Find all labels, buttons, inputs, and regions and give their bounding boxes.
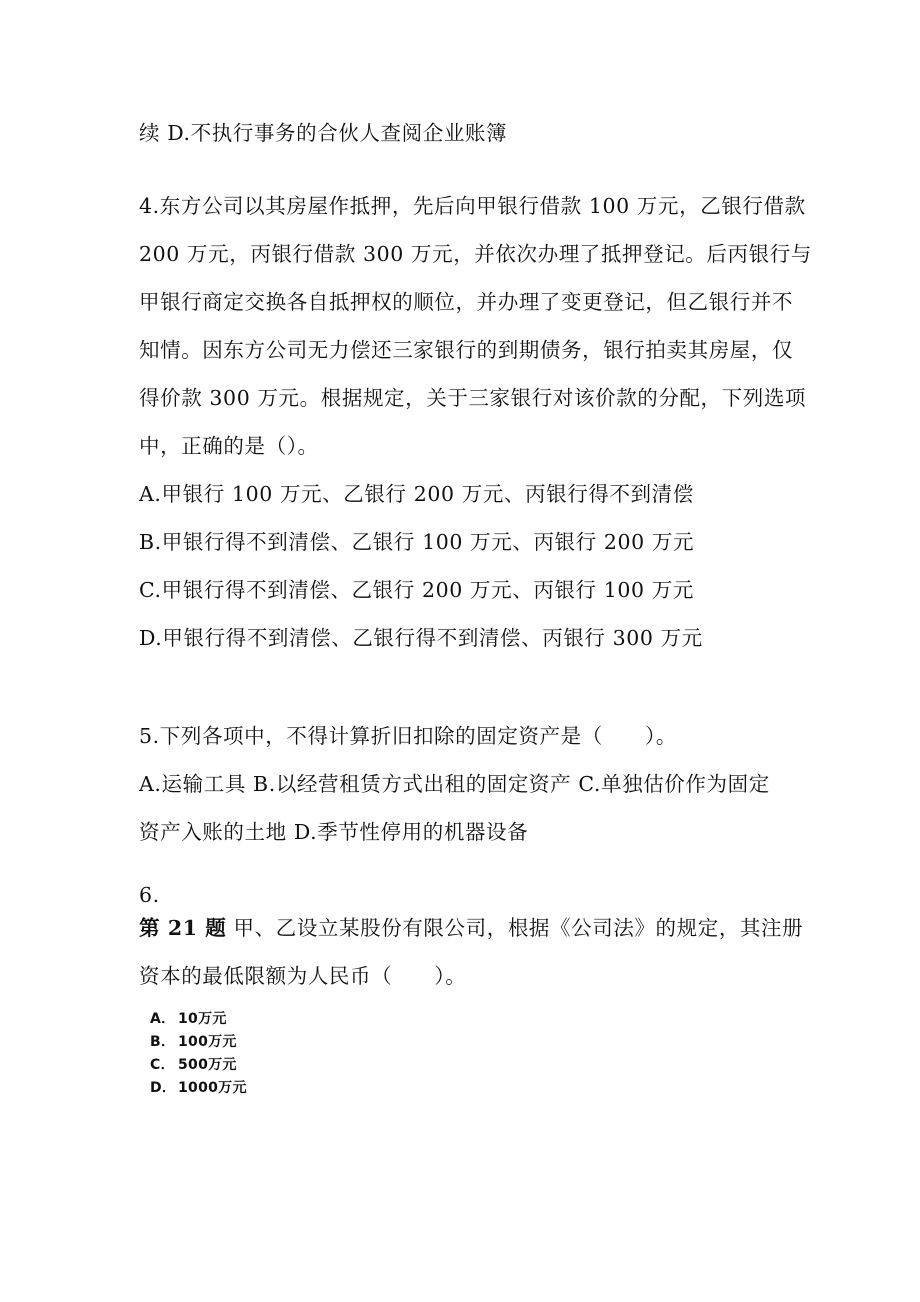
q6-stem-line [139, 914, 803, 942]
q6-option-b [150, 1033, 237, 1051]
option-text: 500万元 [178, 1057, 237, 1073]
q6-option-a [150, 1010, 227, 1028]
option-letter: D． [150, 1080, 177, 1096]
q5-options-line: A.运输工具 B.以经营租赁方式出租的固定资产 C.单独估价作为固定 [139, 772, 770, 796]
q4-option-a: A.甲银行 100 万元、乙银行 200 万元、丙银行得不到清偿 [139, 482, 694, 506]
option-text: 1000万元 [178, 1080, 247, 1096]
q4-stem-line: 4.东方公司以其房屋作抵押，先后向甲银行借款 100 万元，乙银行借款 [139, 194, 806, 218]
q4-stem-line: 200 万元，丙银行借款 300 万元，并依次办理了抵押登记。后丙银行与 [139, 242, 812, 266]
option-text: 10万元 [178, 1011, 227, 1027]
q4-stem-line: 甲银行商定交换各自抵押权的顺位，并办理了变更登记，但乙银行并不 [139, 290, 794, 314]
q6-number: 6. [139, 883, 160, 907]
q4-stem-line: 知情。因东方公司无力偿还三家银行的到期债务，银行拍卖其房屋，仅 [139, 338, 794, 362]
q5-stem: 5.下列各项中，不得计算折旧扣除的固定资产是（ ）。 [139, 724, 678, 748]
continuation-line: 续 D.不执行事务的合伙人查阅企业账簿 [139, 121, 508, 145]
q6-question-label: 第 21 题 [139, 916, 227, 940]
q6-stem-line: 资本的最低限额为人民币（ ）。 [139, 964, 467, 988]
q6-option-d [150, 1079, 247, 1097]
q5-options-line: 资产入账的土地 D.季节性停用的机器设备 [139, 820, 529, 844]
q6-stem-text: 甲、乙设立某股份有限公司，根据《公司法》的规定，其注册 [226, 916, 804, 940]
option-letter: B． [150, 1034, 176, 1050]
q4-option-b: B.甲银行得不到清偿、乙银行 100 万元、丙银行 200 万元 [139, 530, 695, 554]
option-text: 100万元 [178, 1034, 237, 1050]
q4-option-c: C.甲银行得不到清偿、乙银行 200 万元、丙银行 100 万元 [139, 578, 694, 602]
option-letter: C． [150, 1057, 175, 1073]
q4-option-d: D.甲银行得不到清偿、乙银行得不到清偿、丙银行 300 万元 [139, 626, 703, 650]
q6-option-c [150, 1056, 237, 1074]
option-letter: A． [150, 1011, 176, 1027]
q4-stem-line: 中，正确的是（）。 [139, 434, 319, 458]
q4-stem-line: 得价款 300 万元。根据规定，关于三家银行对该价款的分配，下列选项 [139, 386, 807, 410]
